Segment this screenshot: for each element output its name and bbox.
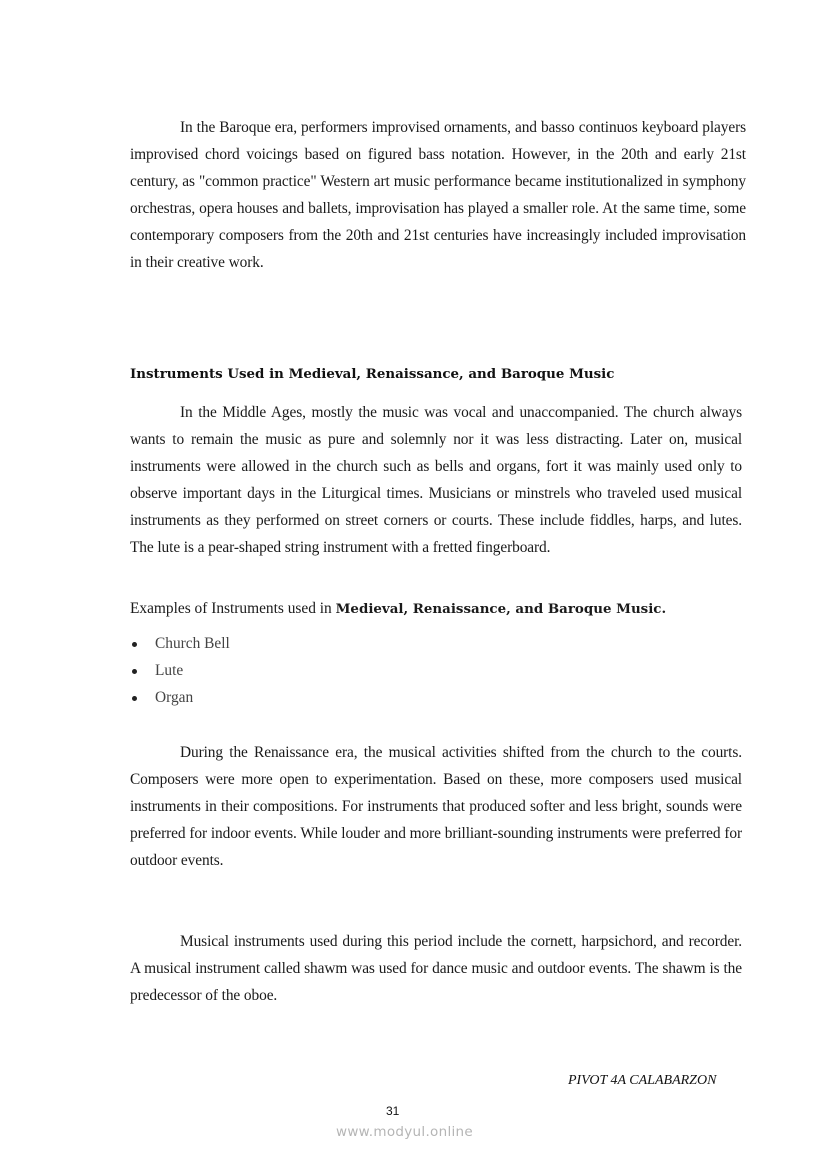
list-item-label: Lute <box>155 662 184 679</box>
instrument-list <box>130 632 230 713</box>
paragraph-renaissance-instruments: Musical instruments used during this period include the cornett, harpsichord, and recorder. A musical instrument called shawm was used for dance music and outdoor events. The shawm is the predecessor of the oboe. <box>130 933 742 1004</box>
list-item <box>130 686 230 713</box>
examples-intro-text: Examples of Instruments used in <box>130 600 336 617</box>
paragraph-middle-ages: In the Middle Ages, mostly the music was vocal and unaccompanied. The church always wants to remain the music as pure and solemnly nor it was less distracting. Later on, musical instruments were allowed in the church such as bells and organs, fort it was mainly used only to observe important days in the Liturgical times. Musicians or minstrels who traveled used musical instruments as they performed on street corners or courts. These include fiddles, harps, and lutes. The lute is a pear-shaped string instrument with a fretted fingerboard. <box>130 404 742 556</box>
section-heading: Instruments Used in Medieval, Renaissance, and Baroque Music <box>130 366 615 382</box>
list-item-label: Organ <box>155 689 194 706</box>
paragraph-renaissance-courts: During the Renaissance era, the musical activities shifted from the church to the courts. Composers were more open to experimentation. Based on these, more composers used musical instruments in their compositions. For instruments that produced softer and less bright, sounds were preferred for indoor events. While louder and more brilliant-sounding instruments were preferred for outdoor events. <box>130 744 742 869</box>
bullet-icon <box>132 696 137 701</box>
footer-label: PIVOT 4A CALABARZON <box>568 1073 717 1088</box>
watermark-link[interactable]: www.modyul.online <box>336 1124 474 1140</box>
list-item <box>130 659 230 686</box>
page-number: 31 <box>386 1104 400 1118</box>
list-item-label: Church Bell <box>155 635 230 652</box>
paragraph-baroque-improvisation: In the Baroque era, performers improvised ornaments, and basso continuos keyboard players improvised chord voicings based on figured bass notation. However, in the 20th and early 21st century, as "common practice" Western art music performance became institutionalized in symphony orchestras, opera houses and ballets, improvisation has played a smaller role. At the same time, some contemporary composers from the 20th and 21st centuries have increasingly included improvisation in their creative work. <box>130 119 746 271</box>
list-item <box>130 632 230 659</box>
bullet-icon <box>132 669 137 674</box>
examples-intro-bold: Medieval, Renaissance, and Baroque Music. <box>335 601 667 617</box>
examples-intro <box>130 597 666 621</box>
bullet-icon <box>132 642 137 647</box>
